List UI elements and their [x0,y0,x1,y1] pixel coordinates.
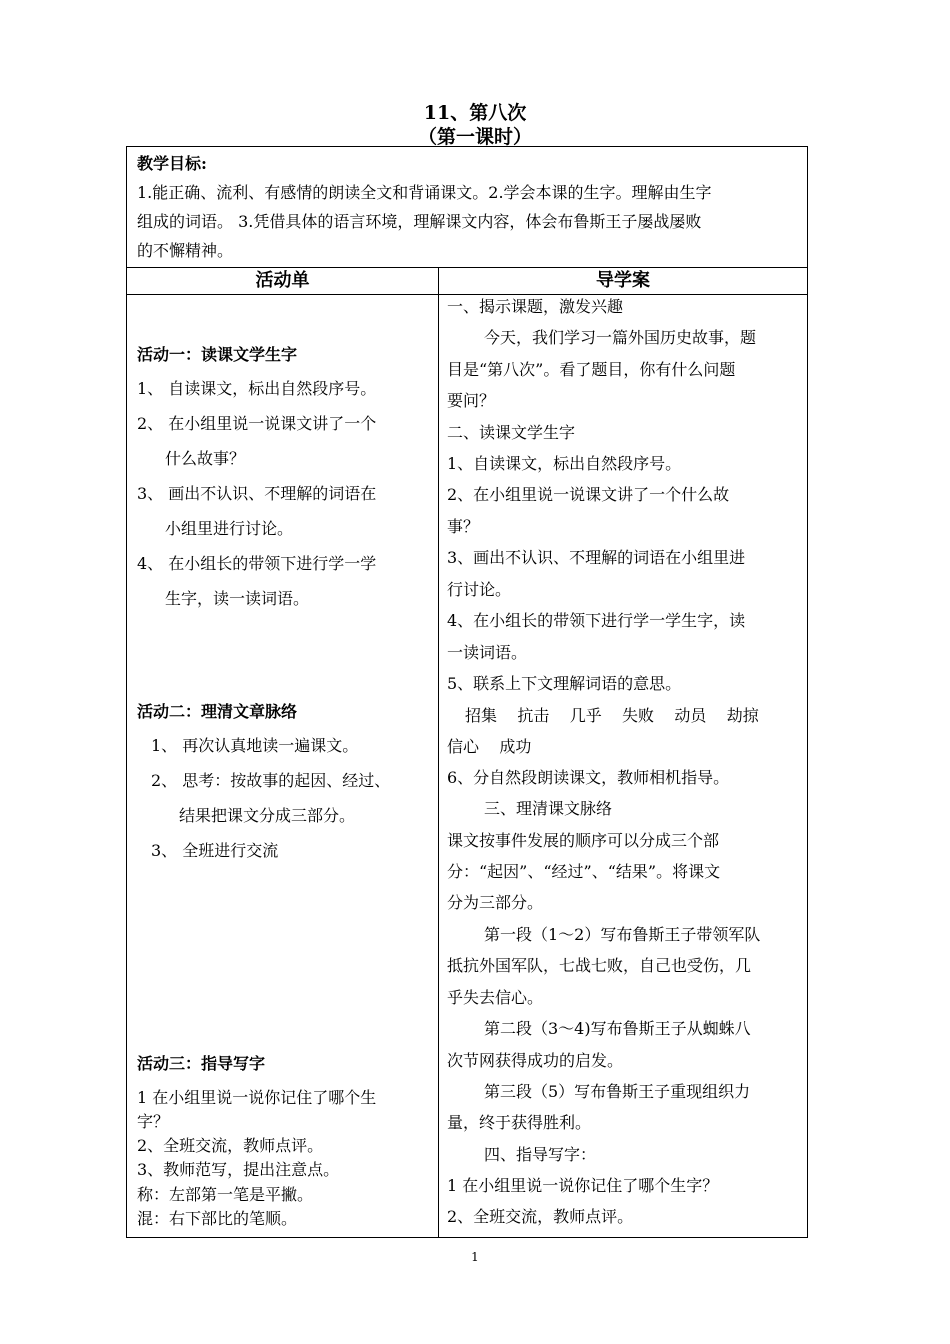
guide-line: 1 在小组里说一说你记住了哪个生字？ [447,1176,719,1195]
activity-sheet-header: 活动单 [255,270,310,291]
guide-plan-header: 导学案 [596,270,650,291]
activity-item: 2、 在小组里说一说课文讲了一个 [137,414,377,433]
activity-item: 2、 思考：按故事的起因、经过、 [151,771,391,790]
guide-line: 课文按事件发展的顺序可以分成三个部 [447,831,720,850]
activity-item: 结果把课文分成三部分。 [179,806,356,825]
guide-line: 第三段（5）写布鲁斯王子重现组织力 [484,1082,751,1101]
page-number: 1 [471,1250,479,1264]
activity-three-heading: 活动三：指导写字 [137,1054,266,1073]
goals-section [127,147,807,268]
guide-line: 一、揭示课题，激发兴趣 [447,297,624,316]
activity-item: 1 在小组里说一说你记住了哪个生 [137,1088,377,1107]
goals-heading: 教学目标: [137,154,207,173]
guide-line: 6、分自然段朗读课文，教师相机指导。 [447,768,730,787]
goals-line: 1.能正确、流利、有感情的朗读全文和背诵课文。2.学会本课的生字。理解由生字 [137,183,712,202]
guide-line: 5、联系上下文理解词语的意思。 [447,674,682,693]
guide-line: 行讨论。 [447,580,512,599]
vocabulary-line: 招集 抗击 几乎 失败 动员 劫掠 [465,706,759,725]
guide-line: 乎失去信心。 [447,988,544,1007]
page-subtitle: （第一课时） [417,126,532,148]
guide-line: 一读词语。 [447,643,528,662]
guide-line: 事？ [447,517,480,536]
goals-line: 的不懈精神。 [137,241,234,260]
guide-line: 二、读课文学生字 [447,423,576,442]
guide-line: 1、自读课文，标出自然段序号。 [447,454,682,473]
guide-line: 2、全班交流，教师点评。 [447,1207,634,1226]
column-divider [438,268,439,1238]
page-title: 11、第八次 [423,102,527,124]
guide-line: 目是“第八次”。看了题目，你有什么问题 [447,360,736,379]
guide-line: 抵抗外国军队，七战七败，自己也受伤，几 [447,956,752,975]
guide-line: 第二段（3～4)写布鲁斯王子从蜘蛛八 [484,1019,751,1038]
guide-line: 第一段（1～2）写布鲁斯王子带领军队 [484,925,761,944]
guide-line: 分为三部分。 [447,893,544,912]
vocabulary-line: 信心 成功 [447,737,532,756]
activity-item: 混：右下部比的笔顺。 [137,1209,298,1228]
activity-one-heading: 活动一：读课文学生字 [137,345,298,364]
guide-line: 要问？ [447,391,496,410]
activity-item: 3、教师范写，提出注意点。 [137,1160,340,1179]
activity-item: 3、 全班进行交流 [151,841,279,860]
goals-line: 组成的词语。 3.凭借具体的语言环境，理解课文内容，体会布鲁斯王子屡战屡败 [137,212,702,231]
lesson-table [126,146,808,1238]
activity-item: 1、 自读课文，标出自然段序号。 [137,379,377,398]
guide-line: 四、指导写字： [484,1145,597,1164]
activity-item: 称：左部第一笔是平撇。 [137,1185,314,1204]
column-header-row [127,268,807,295]
activity-item: 2、全班交流，教师点评。 [137,1136,324,1155]
activity-item: 4、 在小组长的带领下进行学一学 [137,554,377,573]
activity-item: 1、 再次认真地读一遍课文。 [151,736,359,755]
guide-line: 量，终于获得胜利。 [447,1113,592,1132]
guide-line: 三、理清课文脉络 [484,799,613,818]
activity-item: 小组里进行讨论。 [165,519,294,538]
activity-two-heading: 活动二：理清文章脉络 [137,702,298,721]
guide-line: 次节网获得成功的启发。 [447,1051,624,1070]
guide-line: 4、在小组长的带领下进行学一学生字，读 [447,611,746,630]
guide-line: 分：“起因”、“经过”、“结果”。将课文 [447,862,721,881]
activity-item: 3、 画出不认识、不理解的词语在 [137,484,377,503]
guide-line: 3、画出不认识、不理解的词语在小组里进 [447,548,746,567]
activity-item: 生字，读一读词语。 [165,589,310,608]
guide-line: 今天，我们学习一篇外国历史故事，题 [484,328,757,347]
activity-item: 什么故事？ [165,449,246,468]
guide-line: 2、在小组里说一说课文讲了一个什么故 [447,485,730,504]
activity-item: 字？ [137,1112,170,1131]
